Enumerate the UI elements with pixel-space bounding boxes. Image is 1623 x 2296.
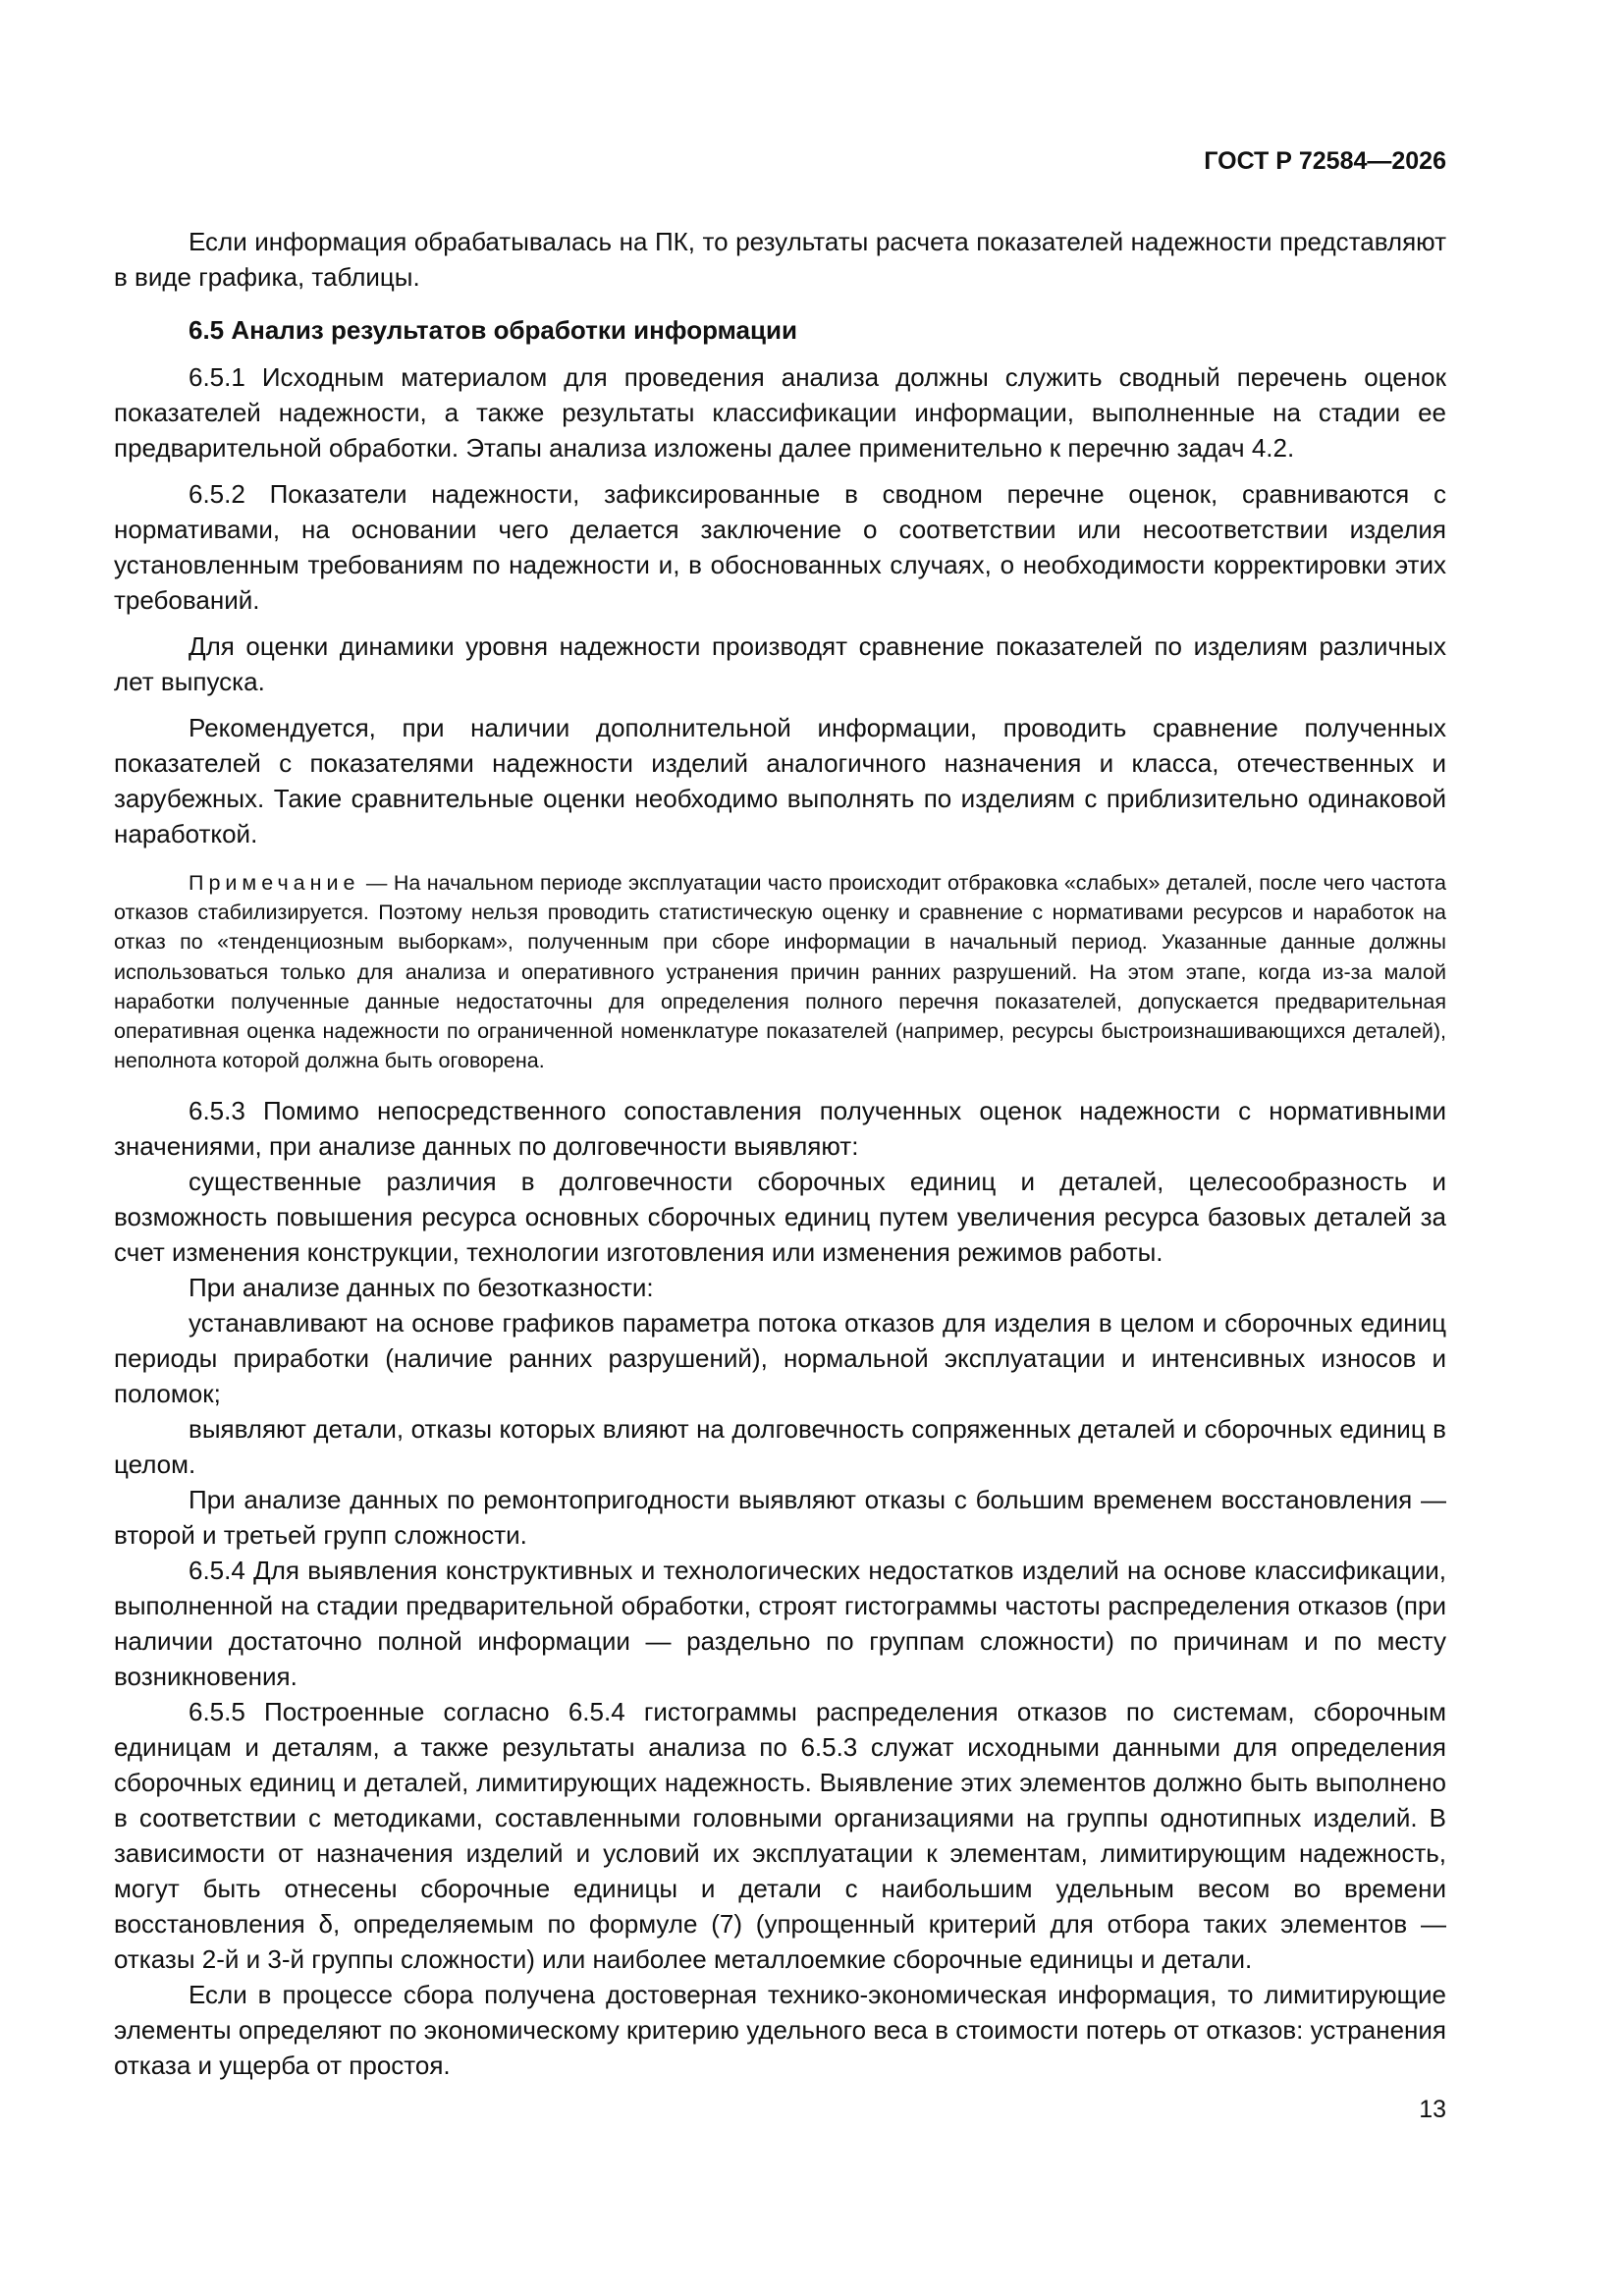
- paragraph: 6.5.5 Построенные согласно 6.5.4 гистограммы распределения отказов по системам, сборочным единицам и деталям, а также результаты анализа по 6.5.3 служат исходными данными для определения сборочных единиц и деталей, лимитирующих надежность. Выявление этих элементов должно быть выполнено в соответствии с методиками, составленными головными организациями на группы однотипных изделий. В зависимости от назначения изделий и условий их эксплуатации к элементам, лимитирующим надежность, могут быть отнесены сборочные единицы и детали с наибольшим удельным весом во времени восстановления δ, определяемым по формуле (7) (упрощенный критерий для отбора таких элементов — отказы 2-й и 3-й группы сложности) или наиболее металлоемкие сборочные единицы и детали.: [114, 1697, 1446, 1975]
- paragraph: Если в процессе сбора получена достоверная технико-экономическая информация, то лимитирующие элементы определяют по экономическому критерию удельного веса в стоимости потерь от отказов: устранения отказа и ущерба от простоя.: [114, 1980, 1446, 2081]
- paragraph: 6.5.4 Для выявления конструктивных и технологических недостатков изделий на основе классификации, выполненной на стадии предварительной обработки, строят гистограммы частоты распределения отказов (при наличии достаточно полной информации — раздельно по группам сложности) по причинам и по месту возникновения.: [114, 1556, 1446, 1692]
- section-heading: 6.5 Анализ результатов обработки информации: [189, 315, 797, 345]
- paragraph: существенные различия в долговечности сборочных единиц и деталей, целесообразность и возможность повышения ресурса основных сборочных единиц путем увеличения ресурса базовых деталей за счет изменения конструкции, технологии изготовления или изменения режимов работы.: [114, 1167, 1446, 1268]
- paragraph: 6.5.1 Исходным материалом для проведения анализа должны служить сводный перечень оценок показателей надежности, а также результаты классификации информации, выполненные на стадии ее предварительной обработки. Этапы анализа изложены далее применительно к перечню задач 4.2.: [114, 362, 1446, 463]
- note-text: — На начальном периоде эксплуатации часто происходит отбраковка «слабых» деталей, после чего частота отказов стабилизируется. Поэтому нельзя проводить статистическую оценку и сравнение с нормативами ресурсов и наработок на отказ по «тенденциозным выборкам», полученным при сборе информации в начальный период. Указанные данные должны использоваться только для анализа и оперативного устранения причин ранних разрушений. На этом этапе, когда из-за малой наработки полученные данные недостаточны для определения полного перечня показателей, допускается предварительная оперативная оценка надежности по ограниченной номенклатуре показателей (например, ресурсы быстроизнашивающихся деталей), неполнота которой должна быть оговорена.: [114, 871, 1446, 1073]
- paragraph: 6.5.3 Помимо непосредственного сопоставления полученных оценок надежности с нормативными значениями, при анализе данных по долговечности выявляют:: [114, 1096, 1446, 1162]
- paragraph: Если информация обрабатывалась на ПК, то результаты расчета показателей надежности представляют в виде графика, таблицы.: [114, 227, 1446, 292]
- note-label: Примечание: [189, 871, 360, 895]
- paragraph: 6.5.2 Показатели надежности, зафиксированные в сводном перечне оценок, сравниваются с нормативами, на основании чего делается заключение о соответствии или несоответствии изделия установленным требованиям по надежности и, в обоснованных случаях, о необходимости корректировки этих требований.: [114, 479, 1446, 615]
- page-content: [114, 224, 1446, 2083]
- paragraph: При анализе данных по ремонтопригодности выявляют отказы с большим временем восстановления — второй и третьей групп сложности.: [114, 1485, 1446, 1551]
- paragraph: Рекомендуется, при наличии дополнительной информации, проводить сравнение полученных показателей с показателями надежности изделий аналогичного назначения и класса, отечественных и зарубежных. Такие сравнительные оценки необходимо выполнять по изделиям с приблизительно одинаковой наработкой.: [114, 713, 1446, 848]
- paragraph: выявляют детали, отказы которых влияют на долговечность сопряженных деталей и сборочных единиц в целом.: [114, 1414, 1446, 1480]
- note-block: [114, 868, 1446, 1075]
- paragraph: устанавливают на основе графиков параметра потока отказов для изделия в целом и сборочных единиц периоды приработки (наличие ранних разрушений), нормальной эксплуатации и интенсивных износов и поломок;: [114, 1308, 1446, 1409]
- paragraph: Для оценки динамики уровня надежности производят сравнение показателей по изделиям различных лет выпуска.: [114, 631, 1446, 696]
- paragraph: При анализе данных по безотказности:: [189, 1273, 654, 1303]
- document-code-header: ГОСТ Р 72584—2026: [1204, 147, 1446, 175]
- page-number: 13: [1419, 2096, 1446, 2123]
